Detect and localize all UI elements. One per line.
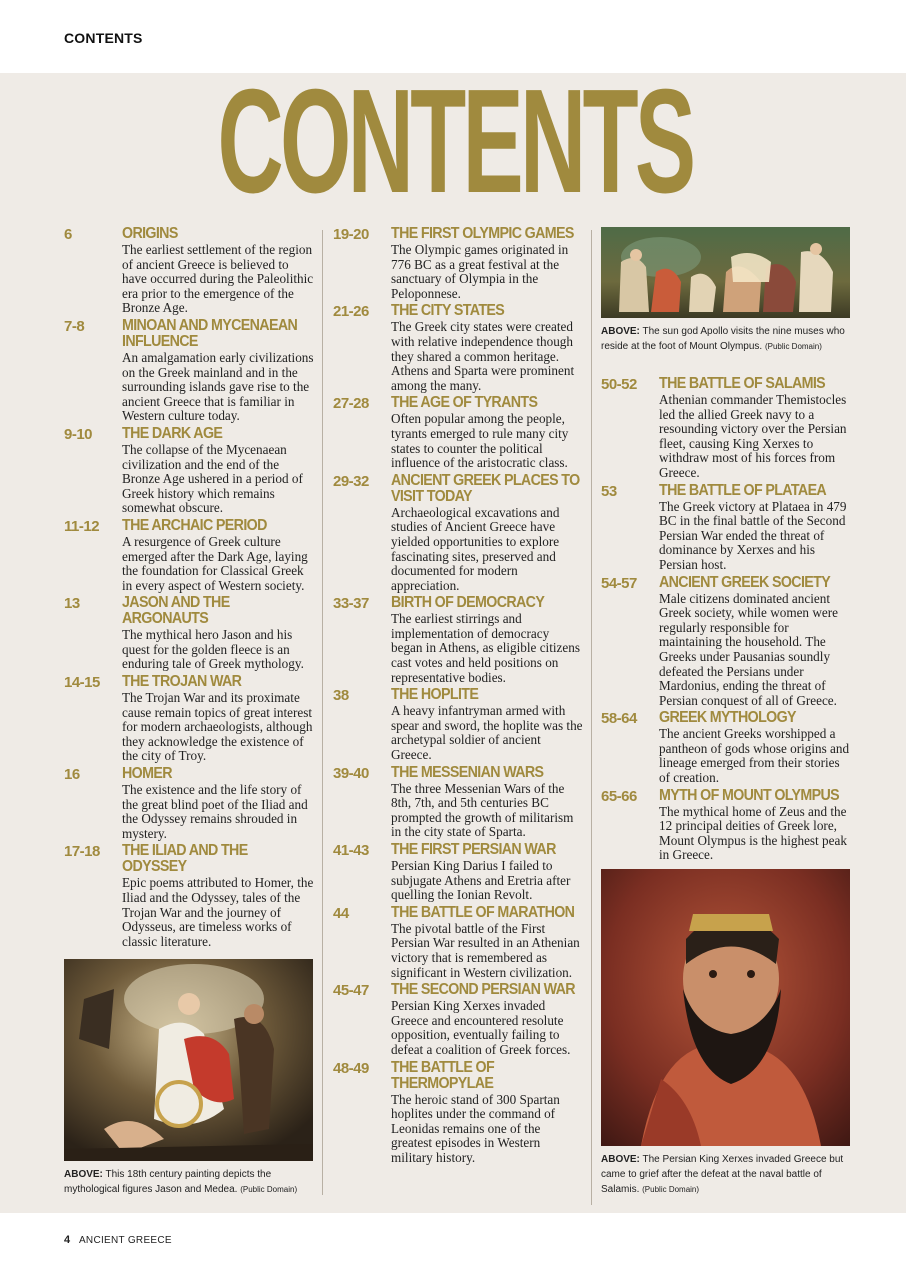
toc-page-range: 19-20 xyxy=(333,226,369,243)
toc-entry[interactable] xyxy=(333,905,583,980)
toc-page-range: 11-12 xyxy=(64,517,100,535)
toc-entry-description: Epic poems attributed to Homer, the Iliad and the Odyssey, tales of the Trojan War and the journey of Odysseus, are timeless works of classic literature. xyxy=(122,875,314,949)
toc-page-range: 21-26 xyxy=(333,303,369,321)
toc-page-range: 29-32 xyxy=(333,472,369,490)
toc-entry[interactable] xyxy=(64,843,316,949)
jason-medea-painting xyxy=(64,959,313,1161)
toc-entry[interactable] xyxy=(64,595,316,672)
toc-page-range: 14-15 xyxy=(64,674,100,692)
toc-page-range: 65-66 xyxy=(601,787,637,805)
toc-entry-title: THE FIRST PERSIAN WAR xyxy=(391,841,556,858)
toc-entry-description: Often popular among the people, tyrants emerged to rule many city states to counter the political influence of the aristocratic class. xyxy=(391,411,569,471)
toc-entry-title: THE ILIAD AND THE ODYSSEY xyxy=(122,842,248,876)
column-divider xyxy=(591,230,592,1205)
toc-entry-description: An amalgamation early civilizations on the Greek mainland and in the surrounding islands gave rise to the ancient Greece that is familiar in Western culture today. xyxy=(122,349,314,424)
toc-entry[interactable] xyxy=(333,595,583,685)
toc-entry[interactable] xyxy=(64,674,316,764)
toc-page-range: 7-8 xyxy=(64,317,85,335)
toc-entry-title: MYTH OF MOUNT OLYMPUS xyxy=(659,786,840,804)
toc-entry-description: The collapse of the Mycenaean civilization and the end of the Bronze Age ushered in a period of Greek history which remains somewhat obscure. xyxy=(122,441,303,516)
toc-entry[interactable] xyxy=(333,765,583,840)
caption-label: ABOVE: xyxy=(601,326,640,337)
toc-page-range: 41-43 xyxy=(333,842,369,859)
toc-entry[interactable] xyxy=(64,226,316,316)
toc-entry-description: A resurgence of Greek culture emerged after the Dark Age, laying the foundation for Classical Greek in every aspect of Western society. xyxy=(122,533,308,593)
page-title: CONTENTS xyxy=(217,59,693,224)
caption-text: The sun god Apollo visits the nine muses who reside at the foot of Mount Olympus. xyxy=(601,326,845,352)
toc-entry-title: THE BATTLE OF MARATHON xyxy=(391,903,575,921)
toc-entry-title: MINOAN AND MYCENAEAN INFLUENCE xyxy=(122,316,298,350)
jason-caption xyxy=(64,1167,316,1197)
entry-list xyxy=(64,226,316,949)
toc-entry[interactable] xyxy=(601,575,851,709)
toc-entry-title: THE MESSENIAN WARS xyxy=(391,763,544,781)
toc-page-range: 38 xyxy=(333,687,349,705)
toc-entry[interactable] xyxy=(333,226,583,301)
toc-page-range: 39-40 xyxy=(333,764,369,782)
toc-entry-description: The earliest settlement of the region of ancient Greece is believed to have occurred during the Paleolithic era prior to the emergence of the Bronze Age. xyxy=(122,242,314,316)
publication-name: ANCIENT GREECE xyxy=(78,1235,172,1246)
toc-entry-title: ORIGINS xyxy=(122,225,178,242)
toc-entry[interactable] xyxy=(333,1060,583,1166)
toc-entry-title: JASON AND THE ARGONAUTS xyxy=(122,594,230,628)
toc-entry-title: THE BATTLE OF SALAMIS xyxy=(659,375,826,392)
running-head: CONTENTS xyxy=(64,30,143,46)
toc-entry-title: THE SECOND PERSIAN WAR xyxy=(391,981,575,999)
caption-label: ABOVE: xyxy=(601,1154,640,1166)
contents-column-2 xyxy=(333,226,583,1168)
caption-label: ABOVE: xyxy=(64,1169,103,1181)
toc-page-range: 9-10 xyxy=(64,425,93,443)
xerxes-caption xyxy=(601,1152,851,1197)
caption-text: This 18th century painting depicts the mythological figures Jason and Medea. xyxy=(64,1169,272,1196)
toc-entry-description: The heroic stand of 300 Spartan hoplites under the command of Leonidas remains one of the greatest episodes in Western military history. xyxy=(391,1091,560,1165)
toc-entry-description: A heavy infantryman armed with spear and sword, the hoplite was the archetypal soldier of ancient Greece. xyxy=(391,703,583,763)
toc-page-range: 17-18 xyxy=(64,843,100,861)
toc-page-range: 6 xyxy=(64,226,72,243)
toc-page-range: 13 xyxy=(64,595,80,613)
entry-list xyxy=(601,376,851,863)
toc-entry-description: The mythical hero Jason and his quest for the golden fleece is an enduring tale of Greek mythology. xyxy=(122,627,304,672)
toc-entry-description: Male citizens dominated ancient Greek society, while women were regularly responsible for maintaining the household. The Greeks under Pausanias soundly defeated the Persians under Mardonius, ending the threat of Persian conquest of all of Greece. xyxy=(659,590,838,708)
toc-entry-description: Athenian commander Themistocles led the allied Greek navy to a resounding victory over the Persian fleet, causing King Xerxes to withdraw most of his forces from Greece. xyxy=(659,392,847,480)
toc-entry[interactable] xyxy=(333,395,583,470)
toc-entry-description: The mythical home of Zeus and the 12 principal deities of Greek lore, Mount Olympus is the highest peak in Greece. xyxy=(659,803,847,863)
entry-list xyxy=(333,226,583,1166)
toc-entry[interactable] xyxy=(64,518,316,593)
toc-entry-description: The earliest stirrings and implementation of democracy began in Athens, as eligible citizens cast votes and held positions on representative bodies. xyxy=(391,611,580,685)
toc-page-range: 33-37 xyxy=(333,595,369,613)
toc-entry-title: THE FIRST OLYMPIC GAMES xyxy=(391,225,574,242)
toc-entry-description: The Greek victory at Plataea in 479 BC in the final battle of the Second Persian War ended the threat of dominance by Xerxes and his Persian host. xyxy=(659,498,847,572)
toc-page-range: 58-64 xyxy=(601,710,637,728)
toc-entry-description: The existence and the life story of the great blind poet of the Iliad and the Odyssey remains shrouded in mystery. xyxy=(122,782,308,841)
toc-entry-title: THE TROJAN WAR xyxy=(122,673,242,691)
column-divider xyxy=(322,230,323,1195)
toc-entry-title: THE BATTLE OF THERMOPYLAE xyxy=(391,1058,495,1092)
toc-entry-title: THE BATTLE OF PLATAEA xyxy=(659,481,827,499)
toc-entry-description: Persian King Darius I failed to subjugate Athens and Eretria after quelling the Ionian Revolt. xyxy=(391,858,571,903)
contents-column-1 xyxy=(64,226,316,1197)
toc-entry[interactable] xyxy=(601,710,851,785)
toc-page-range: 16 xyxy=(64,766,80,784)
toc-entry[interactable] xyxy=(333,303,583,393)
toc-entry-title: ANCIENT GREEK PLACES TO VISIT TODAY xyxy=(391,471,580,505)
caption-credit: (Public Domain) xyxy=(240,1185,298,1195)
toc-entry-description: Archaeological excavations and studies of Ancient Greece have yielded opportunities to explore fascinating sites, preserved and documented for modern appreciation. xyxy=(391,504,560,593)
toc-page-range: 44 xyxy=(333,904,349,922)
caption-text: The Persian King Xerxes invaded Greece but came to grief after the defeat at the naval battle of Salamis. xyxy=(601,1154,844,1196)
toc-entry-title: ANCIENT GREEK SOCIETY xyxy=(659,573,831,591)
toc-page-range: 48-49 xyxy=(333,1059,369,1077)
toc-entry-description: The three Messenian Wars of the 8th, 7th, and 5th centuries BC prompted the growth of militarism in the city state of Sparta. xyxy=(391,780,574,840)
page-footer xyxy=(64,1234,172,1246)
toc-entry[interactable] xyxy=(64,766,316,841)
toc-entry-description: The ancient Greeks worshipped a pantheon of gods whose origins and lineage emerged from their stories of creation. xyxy=(659,726,850,786)
toc-entry-title: THE HOPLITE xyxy=(391,686,479,704)
toc-entry[interactable] xyxy=(601,483,851,573)
apollo-caption xyxy=(601,324,851,354)
toc-entry-title: GREEK MYTHOLOGY xyxy=(659,709,796,727)
toc-entry[interactable] xyxy=(333,842,583,903)
toc-entry[interactable] xyxy=(601,376,851,481)
toc-entry-title: HOMER xyxy=(122,765,172,783)
toc-page-range: 54-57 xyxy=(601,574,637,592)
toc-entry[interactable] xyxy=(64,318,316,424)
toc-entry-title: THE ARCHAIC PERIOD xyxy=(122,516,267,534)
toc-entry-title: THE AGE OF TYRANTS xyxy=(391,394,538,412)
toc-entry-title: THE CITY STATES xyxy=(391,302,505,320)
toc-entry[interactable] xyxy=(333,687,583,762)
apollo-muses-painting xyxy=(601,227,850,318)
toc-entry-description: The pivotal battle of the First Persian War resulted in an Athenian victory that is remembered as significant in Western civilization. xyxy=(391,920,580,980)
page-number: 4 xyxy=(64,1234,71,1246)
toc-entry[interactable] xyxy=(601,788,851,863)
toc-entry-title: THE DARK AGE xyxy=(122,424,223,442)
toc-page-range: 53 xyxy=(601,482,617,500)
toc-page-range: 27-28 xyxy=(333,395,369,413)
contents-column-3 xyxy=(601,226,851,1197)
toc-entry-description: The Trojan War and its proximate cause remain topics of great interest for modern archaeologists, although they acknowledge the existence of the city of Troy. xyxy=(122,690,313,764)
caption-credit: (Public Domain) xyxy=(764,342,822,351)
toc-entry[interactable] xyxy=(333,982,583,1057)
toc-entry[interactable] xyxy=(333,473,583,594)
caption-credit: (Public Domain) xyxy=(642,1185,700,1195)
toc-entry[interactable] xyxy=(64,426,316,516)
xerxes-portrait xyxy=(601,869,850,1146)
toc-page-range: 50-52 xyxy=(601,376,637,393)
toc-entry-description: Persian King Xerxes invaded Greece and encountered resolute opposition, eventually failing to defeat a coalition of Greek forces. xyxy=(391,998,571,1057)
toc-entry-description: The Greek city states were created with relative independence though they shared a common heritage. Athens and Sparta were prominent among the many. xyxy=(391,319,575,393)
toc-entry-description: The Olympic games originated in 776 BC as a great festival at the sanctuary of Olympia in the Peloponnese. xyxy=(391,242,569,301)
toc-entry-title: BIRTH OF DEMOCRACY xyxy=(391,594,545,612)
toc-page-range: 45-47 xyxy=(333,982,369,1000)
